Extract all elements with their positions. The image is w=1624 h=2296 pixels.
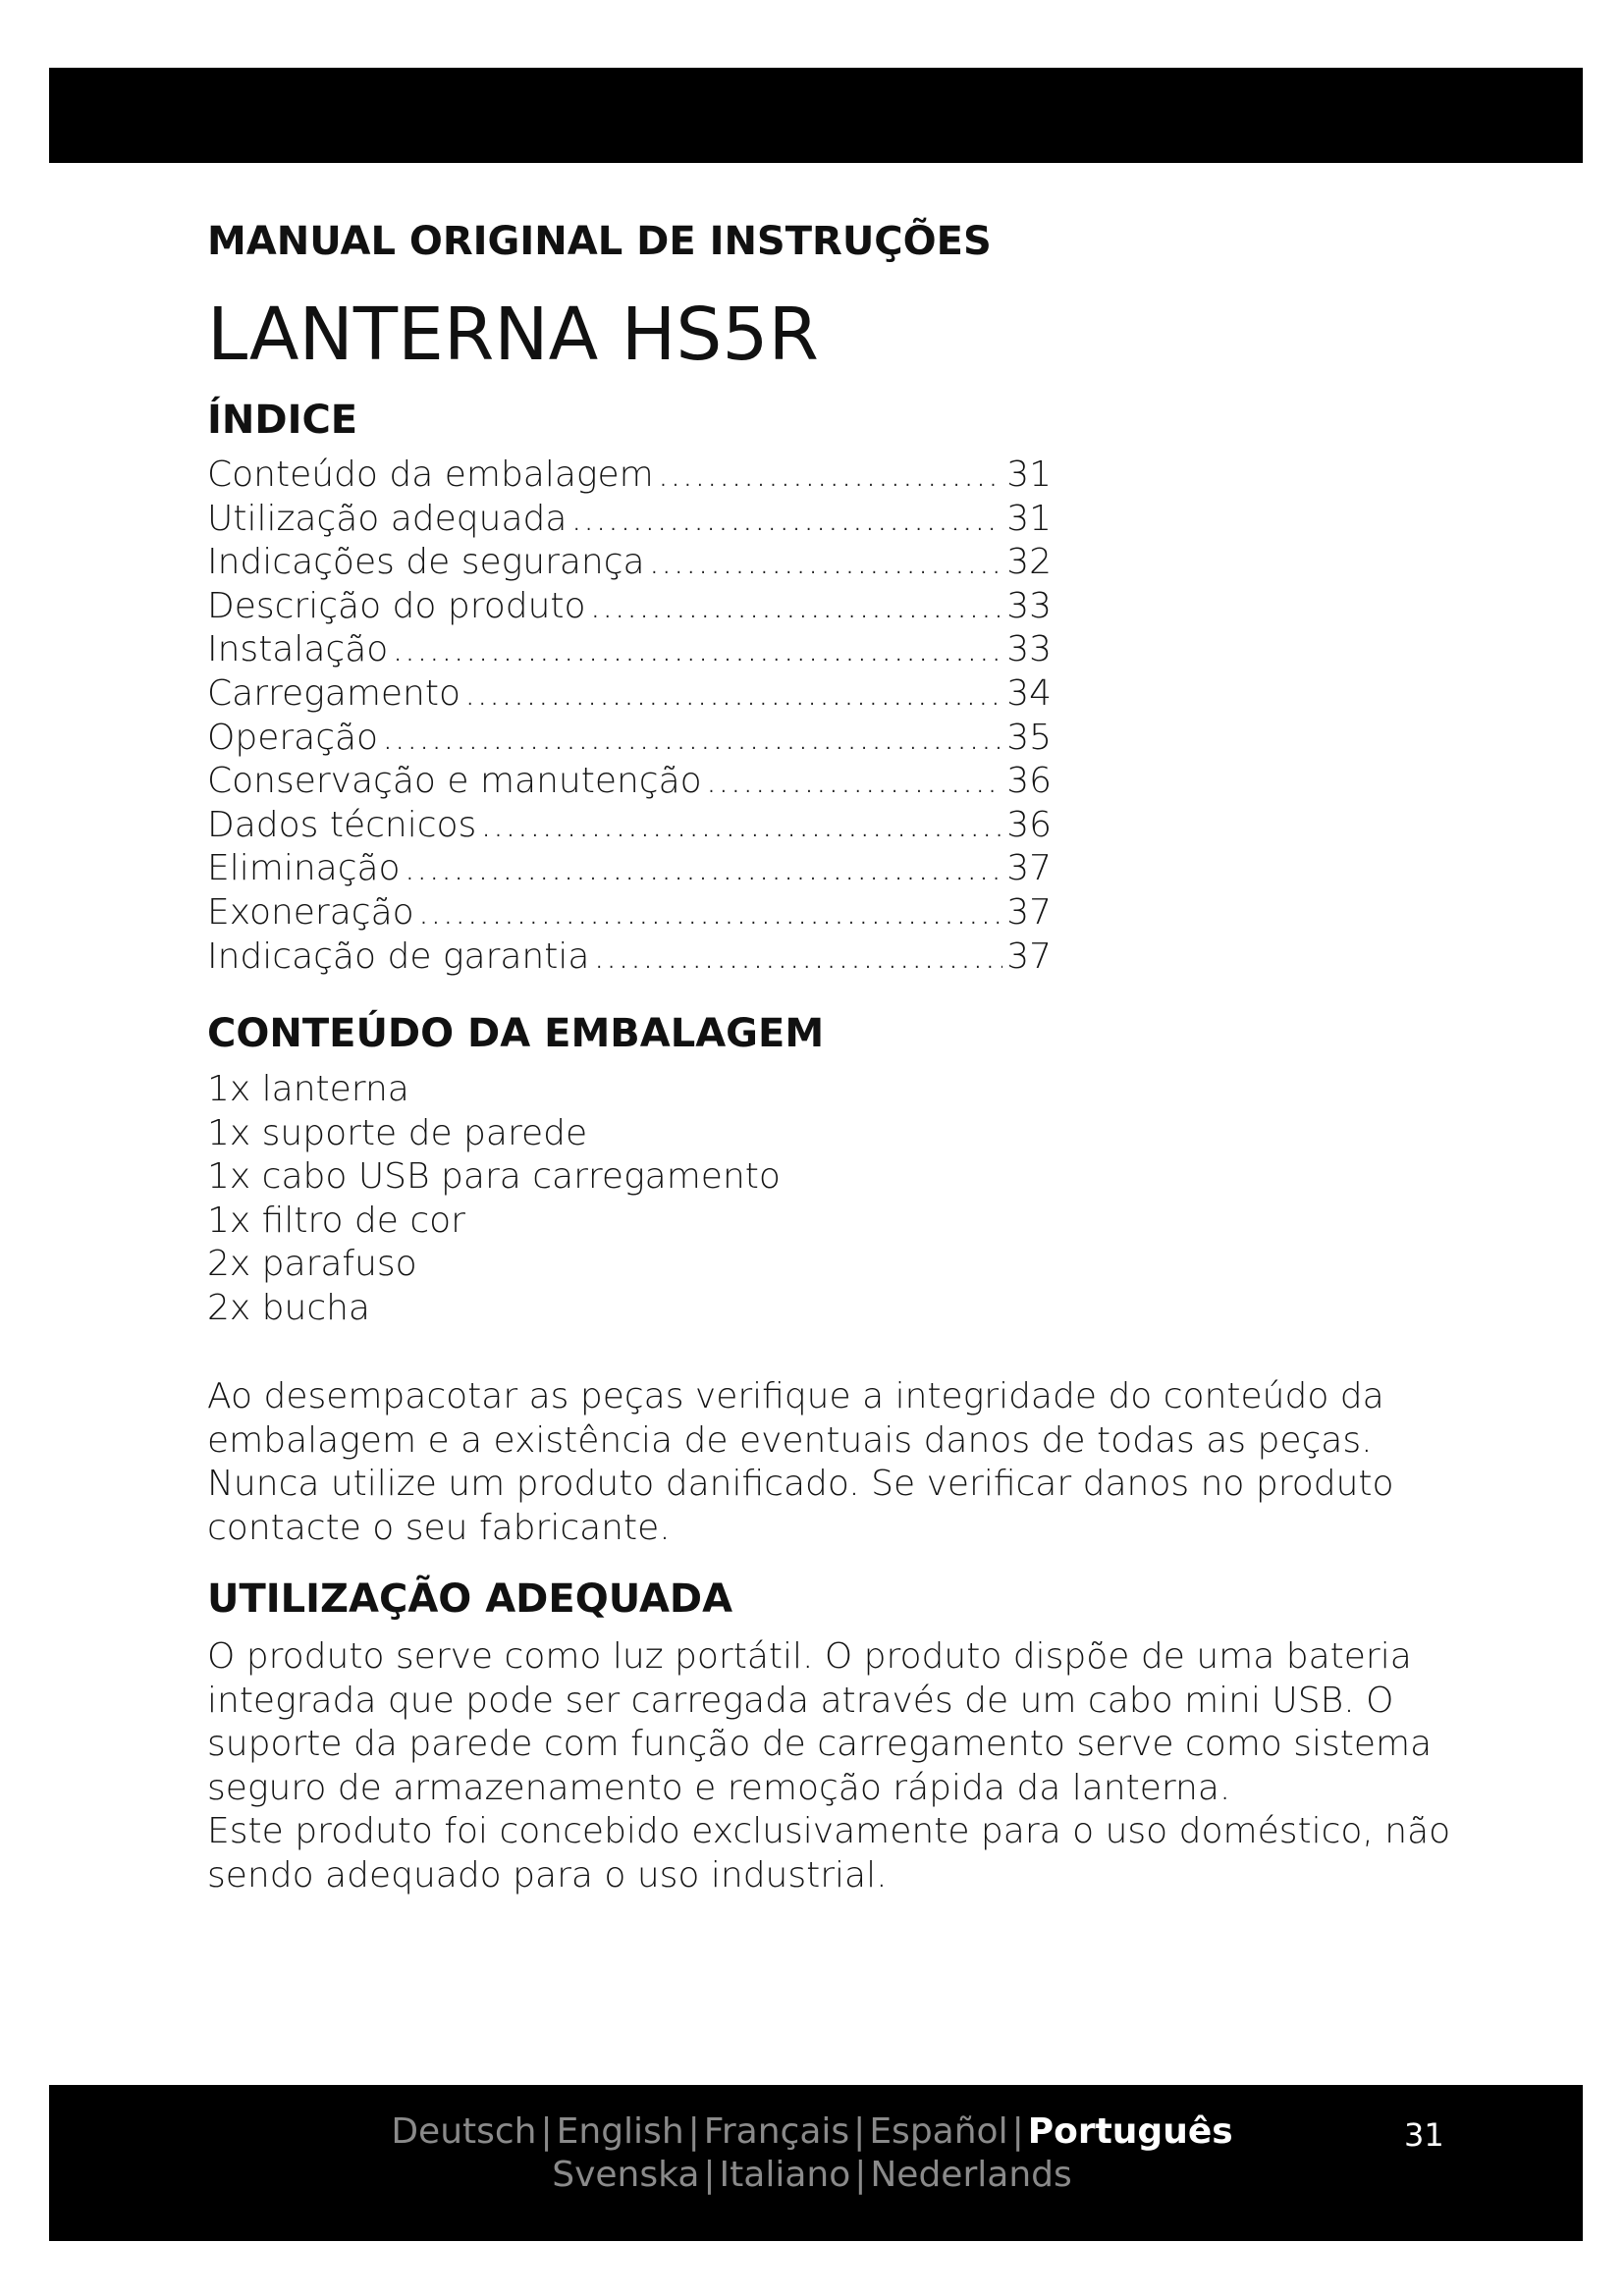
package-contents-heading: CONTEÚDO DA EMBALAGEM [207,1011,825,1056]
toc-entry-page: 33 [1006,585,1052,626]
language-separator: | [854,2155,867,2195]
toc-entry-label: Descrição do produto [207,585,586,626]
header-bar [49,68,1583,163]
toc-entry-label: Indicação de garantia [207,935,590,977]
toc-entry-page: 36 [1006,761,1052,802]
toc-dot-leader [590,585,1003,629]
toc-entry-label: Conteúdo da embalagem [207,454,654,495]
language-link-english[interactable]: English [556,2111,684,2152]
toc-entry-page: 33 [1006,629,1052,670]
toc-entry-label: Carregamento [207,672,460,714]
toc-entry-page: 32 [1006,542,1052,583]
toc-entry[interactable] [207,847,1052,891]
toc-entry-label: Exoneração [207,891,414,933]
toc-dot-leader [593,935,1002,980]
paragraph-line: seguro de armazenamento e remoção rápida da lanterna. [207,1767,1231,1808]
language-separator: | [703,2155,716,2195]
list-item: 1x suporte de parede [207,1112,588,1153]
toc-entry-label: Indicações de segurança [207,542,645,583]
language-link-svenska[interactable]: Svenska [552,2155,700,2195]
language-link-francais[interactable]: Français [703,2111,850,2152]
toc-entry-label: Dados técnicos [207,804,477,845]
paragraph-line: integrada que pode ser carregada através de um cabo mini USB. O [207,1680,1394,1721]
toc-entry-label: Utilização adequada [207,498,568,539]
toc-entry-page: 37 [1006,848,1052,889]
toc-heading: ÍNDICE [207,398,358,443]
toc-entry[interactable] [207,454,1052,498]
toc-entry[interactable] [207,760,1052,804]
paragraph-line: Nunca utilize um produto danificado. Se verificar danos no produto [207,1464,1394,1505]
toc-entry-page: 35 [1006,717,1052,758]
page-number: 31 [1404,2116,1444,2154]
language-selector-row-1 [0,2110,1624,2154]
toc-dot-leader [382,717,1002,761]
language-separator: | [1011,2111,1024,2152]
language-link-portugues[interactable]: Português [1027,2111,1233,2152]
language-link-italiano[interactable]: Italiano [719,2155,851,2195]
intended-use-heading: UTILIZAÇÃO ADEQUADA [207,1576,733,1622]
table-of-contents [207,454,1052,979]
document-title: LANTERNA HS5R [207,293,819,377]
toc-dot-leader [480,804,1002,848]
toc-dot-leader [658,454,1002,498]
toc-entry[interactable] [207,891,1052,935]
toc-entry-page: 34 [1006,672,1052,714]
language-separator: | [540,2111,553,2152]
paragraph-line: embalagem e a existência de eventuais danos de todas as peças. [207,1419,1373,1461]
toc-entry-page: 31 [1006,498,1052,539]
toc-entry[interactable] [207,628,1052,672]
toc-entry[interactable] [207,498,1052,542]
language-link-deutsch[interactable]: Deutsch [391,2111,537,2152]
toc-dot-leader [464,672,1002,717]
toc-entry-page: 31 [1006,454,1052,495]
toc-dot-leader [570,498,1002,542]
toc-entry-label: Eliminação [207,848,401,889]
unpacking-note [207,1375,1425,1550]
language-link-espanol[interactable]: Español [869,2111,1008,2152]
toc-entry[interactable] [207,804,1052,848]
document-subtitle: MANUAL ORIGINAL DE INSTRUÇÕES [207,219,992,264]
intended-use-text [207,1635,1451,1898]
paragraph-line: sendo adequado para o uso industrial. [207,1854,888,1896]
paragraph-line: Ao desempacotar as peças verifique a integridade do conteúdo da [207,1376,1384,1416]
toc-entry[interactable] [207,672,1052,717]
toc-entry-page: 37 [1006,891,1052,933]
package-contents-list [207,1068,781,1331]
toc-entry-label: Conservação e manutenção [207,761,702,802]
list-item: 1x filtro de cor [207,1200,465,1241]
list-item: 2x bucha [207,1287,370,1328]
toc-entry[interactable] [207,935,1052,980]
paragraph-line: O produto serve como luz portátil. O produto dispõe de uma bateria [207,1636,1412,1677]
language-separator: | [687,2111,700,2152]
toc-dot-leader [706,760,1003,804]
toc-dot-leader [405,847,1003,891]
language-selector-row-2 [0,2154,1624,2197]
toc-entry-page: 37 [1006,935,1052,977]
paragraph-line: suporte da parede com função de carregamento serve como sistema [207,1724,1433,1765]
language-link-nederlands[interactable]: Nederlands [870,2155,1072,2195]
toc-entry-page: 36 [1006,804,1052,845]
toc-dot-leader [392,628,1002,672]
toc-entry-label: Instalação [207,629,389,670]
toc-entry[interactable] [207,717,1052,761]
language-separator: | [853,2111,866,2152]
list-item: 1x lanterna [207,1069,409,1109]
paragraph-line: contacte o seu fabricante. [207,1507,671,1548]
list-item: 1x cabo USB para carregamento [207,1156,781,1198]
toc-dot-leader [649,541,1003,585]
list-item: 2x parafuso [207,1244,417,1285]
toc-dot-leader [418,891,1003,935]
toc-entry[interactable] [207,541,1052,585]
toc-entry[interactable] [207,585,1052,629]
paragraph-line: Este produto foi concebido exclusivamente para o uso doméstico, não [207,1811,1451,1852]
toc-entry-label: Operação [207,717,379,758]
